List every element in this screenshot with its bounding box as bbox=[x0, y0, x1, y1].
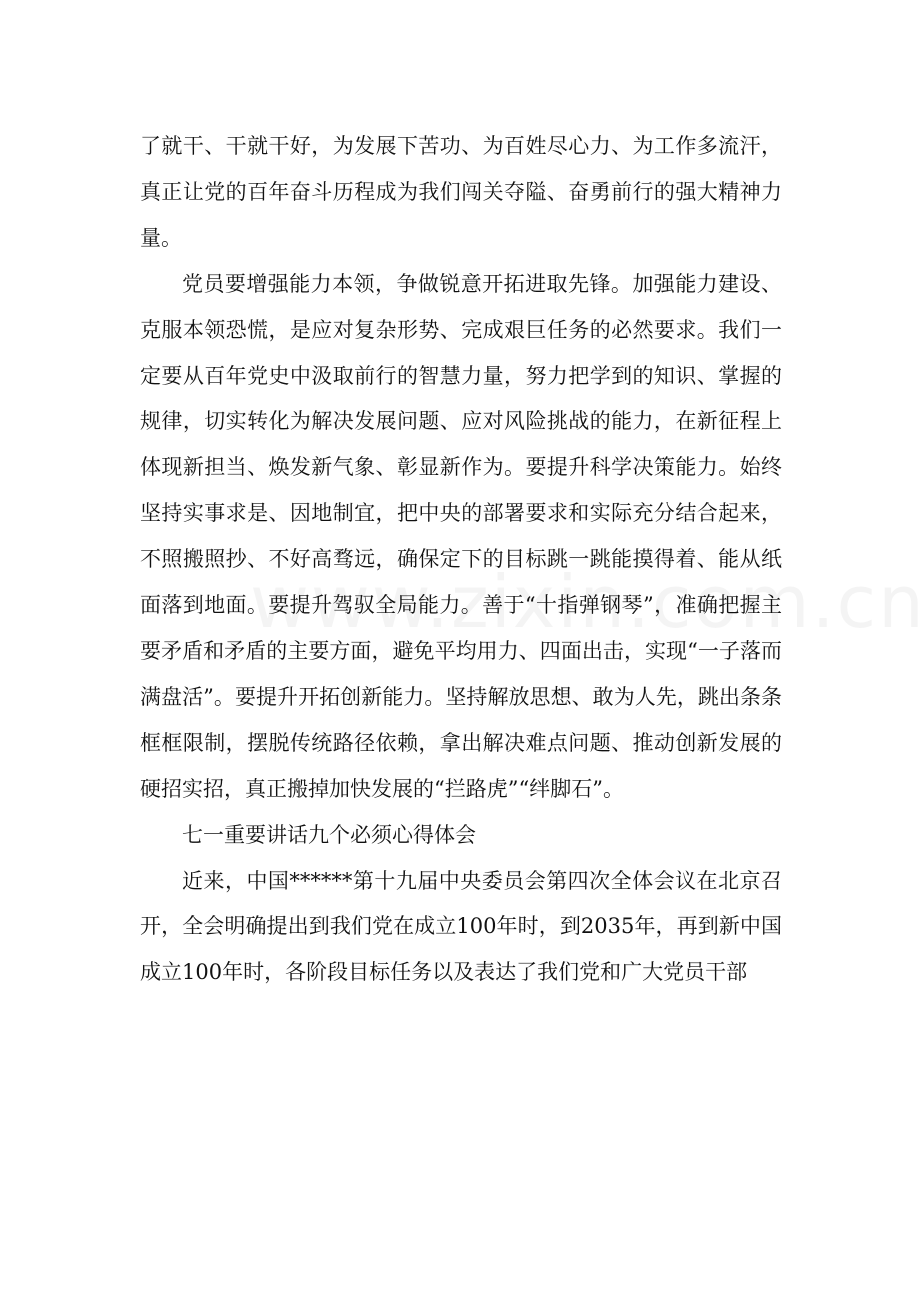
document-body bbox=[140, 124, 782, 996]
paragraph-plenary: 近来，中国******第十九届中央委员会第四次全体会议在北京召开，全会明确提出到我们党在成立100年时，到2035年，再到新中国成立100年时，各阶段目标任务以及表达了我们党和广大党员干部 bbox=[140, 868, 782, 985]
paragraph-continuation: 了就干、干就干好，为发展下苦功、为百姓尽心力、为工作多流汗，真正让党的百年奋斗历程成为我们闯关夺隘、奋勇前行的强大精神力量。 bbox=[140, 134, 782, 250]
section-heading: 七一重要讲话九个必须心得体会 bbox=[182, 822, 476, 847]
paragraph-ability: 党员要增强能力本领，争做锐意开拓进取先锋。加强能力建设、克服本领恐慌，是应对复杂形势、完成艰巨任务的必然要求。我们一定要从百年党史中汲取前行的智慧力量，努力把学到的知识、掌握的规律，切实转化为解决发展问题、应对风险挑战的能力，在新征程上体现新担当、焕发新气象、彰显新作为。要提升科学决策能力。始终坚持实事求是、因地制宜，把中央的部署要求和实际充分结合起来，不照搬照抄、不好高骛远，确保定下的目标跳一跳能摸得着、能从纸面落到地面。要提升驾驭全局能力。善于“十指弹钢琴”，准确把握主要矛盾和矛盾的主要方面，避免平均用力、四面出击，实现“一子落而满盘活”。要提升开拓创新能力。坚持解放思想、敢为人先，跳出条条框框限制，摆脱传统路径依赖，拿出解决难点问题、推动创新发展的硬招实招，真正搬掉加快发展的“拦路虎”“绊脚石”。 bbox=[140, 271, 782, 801]
